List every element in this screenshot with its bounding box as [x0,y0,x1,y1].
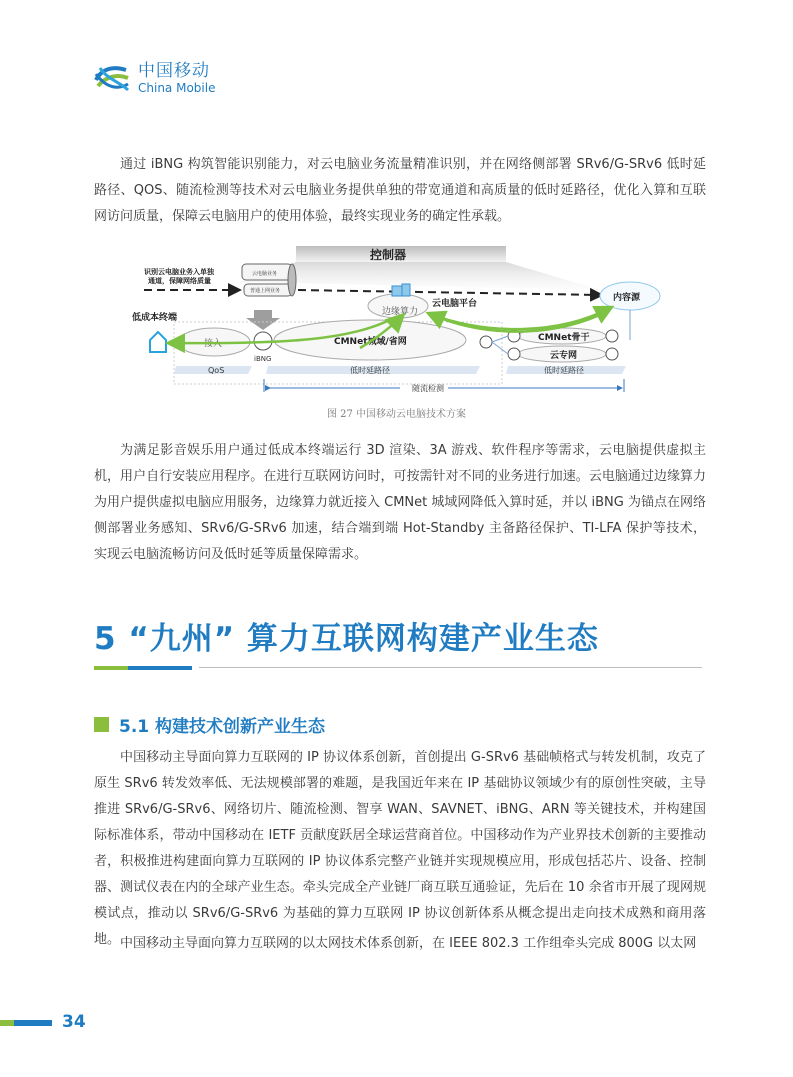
footer-bar-green [0,1020,14,1026]
chapter-divider [199,667,702,668]
logo-chinese-name: 中国移动 [138,60,210,81]
section-marker-icon [94,717,109,732]
edge-compute-label: 边缘算力 [382,307,419,317]
body-paragraph-1: 通过 iBNG 构筑智能识别能力，对云电脑业务流量精准识别，并在网络侧部署 SRv6/G-SRv6 低时延路径、QOS、随流检测等技术对云电脑业务提供单独的带宽通道和高质量的低时延路径，优化入算和互联网访问质量，保障云电脑用户的使用体验，最终实现业务的确定性承载。 [94,157,706,224]
controller-label: 控制器 [370,248,407,262]
chapter-title: 5 “九州” 算力互联网构建产业生态 [94,621,599,657]
identify-note-line2: 通道，保障网络质量 [148,277,211,285]
body-paragraph-4: 中国移动主导面向算力互联网的以太网技术体系创新，在 IEEE 802.3 工作组牵头完成 800G 以太网 [120,936,697,951]
down-arrow-icon [246,310,280,330]
figure-caption: 图 27 中国移动云电脑技术方案 [326,409,467,420]
ibng-label: iBNG [254,355,272,363]
in-band-detection-label: 随流检测 [412,384,444,393]
body-paragraph-3: 中国移动主导面向算力互联网的 IP 协议体系创新，首创提出 G-SRv6 基础帧格式与转发机制，攻克了原生 SRv6 转发效率低、无法规模部署的难题，是我国近年来在 IP 基础协议领域少有的原创性突破，主导推进 SRv6/G-SRv6、网络切片、随流检测、智享 WAN、SAVNET、iBNG、ARN 等关键技术，并构建国际标准体系，带动中国移动在 IETF 贡献度跃居全球运营商首位。中国移动作为产业界技术创新的主要推动者，积极推进构建面向算力互联网的 IP 协议体系完整产业链并实现规模应用，形成包括芯片、设备、控制器、测试仪表在内的全球产业生态。牵头完成全产业链厂商互联互通验证，先后在 10 余省市开展了现网规模试点，推动以 SRv6/G-SRv6 为基础的算力互联网 IP 协议创新体系从概念提出走向技术成熟和商用落地。 [94,750,706,947]
body-paragraph-2: 为满足影音娱乐用户通过低成本终端运行 3D 渲染、3A 游戏、软件程序等需求，云电脑提供虚拟主机，用户自行安装应用程序。在进行互联网访问时，可按需针对不同的业务进行加速。云电脑通过边缘算力为用户提供虚拟电脑应用服务，边缘算力就近接入 CMNet 城域网降低入算时延，并以 iBNG 为锚点在网络侧部署业务感知、SRv6/G-SRv6 加速，结合端到端 Hot-Standby 主备路径保护、TI-LFA 保护等技术，实现云电脑流畅访问及低时延等质量保障需求。 [94,443,706,562]
section-title: 5.1 构建技术创新产业生态 [119,717,326,737]
china-mobile-logo [92,58,215,98]
chapter-rule-blue [128,666,192,670]
identify-note-line1: 识别云电脑业务入单独 [144,268,214,276]
cloud-pc-platform-label: 云电脑平台 [432,299,478,309]
page-number: 34 [62,1012,86,1032]
access-label: 接入 [204,339,223,349]
low-cost-terminal-label: 低成本终端 [132,313,178,323]
china-mobile-logo-icon [92,58,132,98]
footer-bar-blue [14,1020,52,1026]
content-source-label: 内容源 [613,293,641,303]
section-heading [94,712,325,737]
pipe-cloud-pc-label: 云电脑业务 [252,271,278,277]
low-latency-path-2-label: 低时延路径 [544,366,584,375]
chapter-rule-green [94,666,128,670]
backbone-label: CMNet骨干 [538,333,590,343]
cloud-private-net-label: 云专网 [550,351,578,361]
service-pipe-icon [242,264,296,296]
logo-english-name: China Mobile [138,80,216,95]
low-latency-path-1-label: 低时延路径 [350,366,390,375]
home-terminal-icon [150,332,166,352]
metro-network-label: CMNet城域/省网 [334,337,407,347]
cloud-pc-server-icon [392,286,402,296]
qos-band-label: QoS [208,366,225,375]
cloud-pc-architecture-diagram [130,240,670,410]
pipe-internet-label: 普通上网业务 [250,288,281,294]
